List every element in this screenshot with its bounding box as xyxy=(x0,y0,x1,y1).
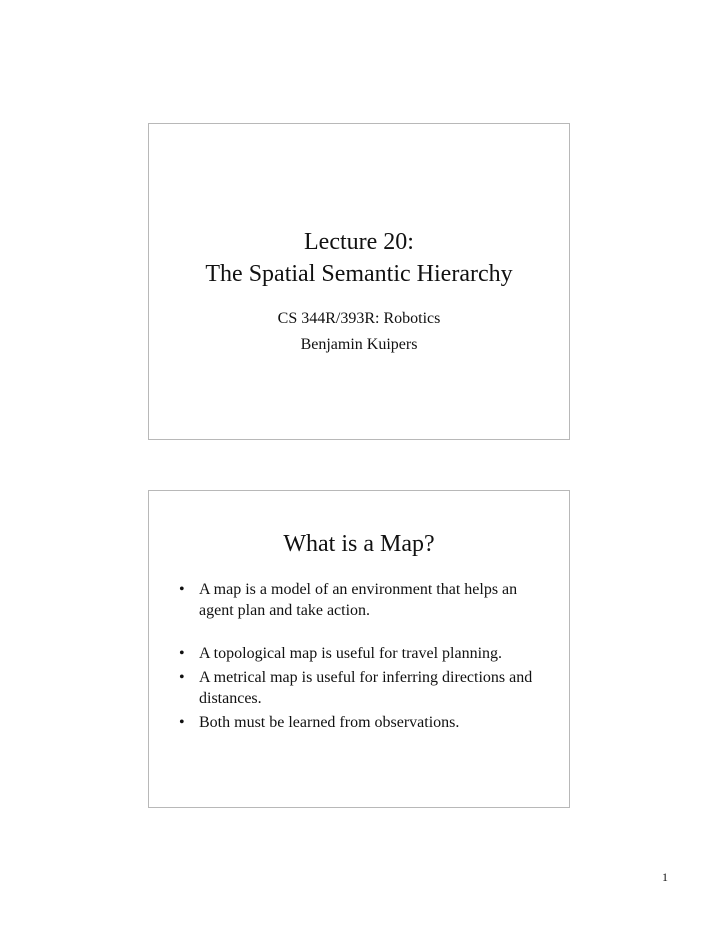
bullet-text: A metrical map is useful for inferring directions and distances. xyxy=(199,669,533,707)
bullet-icon: • xyxy=(179,581,185,598)
bullet-text: A map is a model of an environment that helps an agent plan and take action. xyxy=(199,581,518,619)
slide-1-title-line1: Lecture 20: xyxy=(304,229,414,255)
bullet-text: Both must be learned from observations. xyxy=(199,714,460,731)
page-number: 1 xyxy=(662,870,668,884)
slide-1-subtitle xyxy=(149,306,569,358)
bullet-item xyxy=(177,667,549,709)
bullet-list xyxy=(177,579,549,733)
slide-1-title-line2: The Spatial Semantic Hierarchy xyxy=(205,261,513,287)
author-name: Benjamin Kuipers xyxy=(300,336,418,353)
slide-2 xyxy=(148,490,570,808)
course-name: CS 344R/393R: Robotics xyxy=(277,310,441,327)
slide-1-title xyxy=(149,226,569,290)
bullet-icon: • xyxy=(179,714,185,731)
bullet-text: A topological map is useful for travel planning. xyxy=(199,645,503,662)
bullet-icon: • xyxy=(179,669,185,686)
bullet-item xyxy=(177,579,549,621)
slide-2-title: What is a Map? xyxy=(283,531,435,557)
slide-1 xyxy=(148,123,570,440)
bullet-item xyxy=(177,712,549,733)
bullet-item xyxy=(177,643,549,664)
bullet-icon: • xyxy=(179,645,185,662)
